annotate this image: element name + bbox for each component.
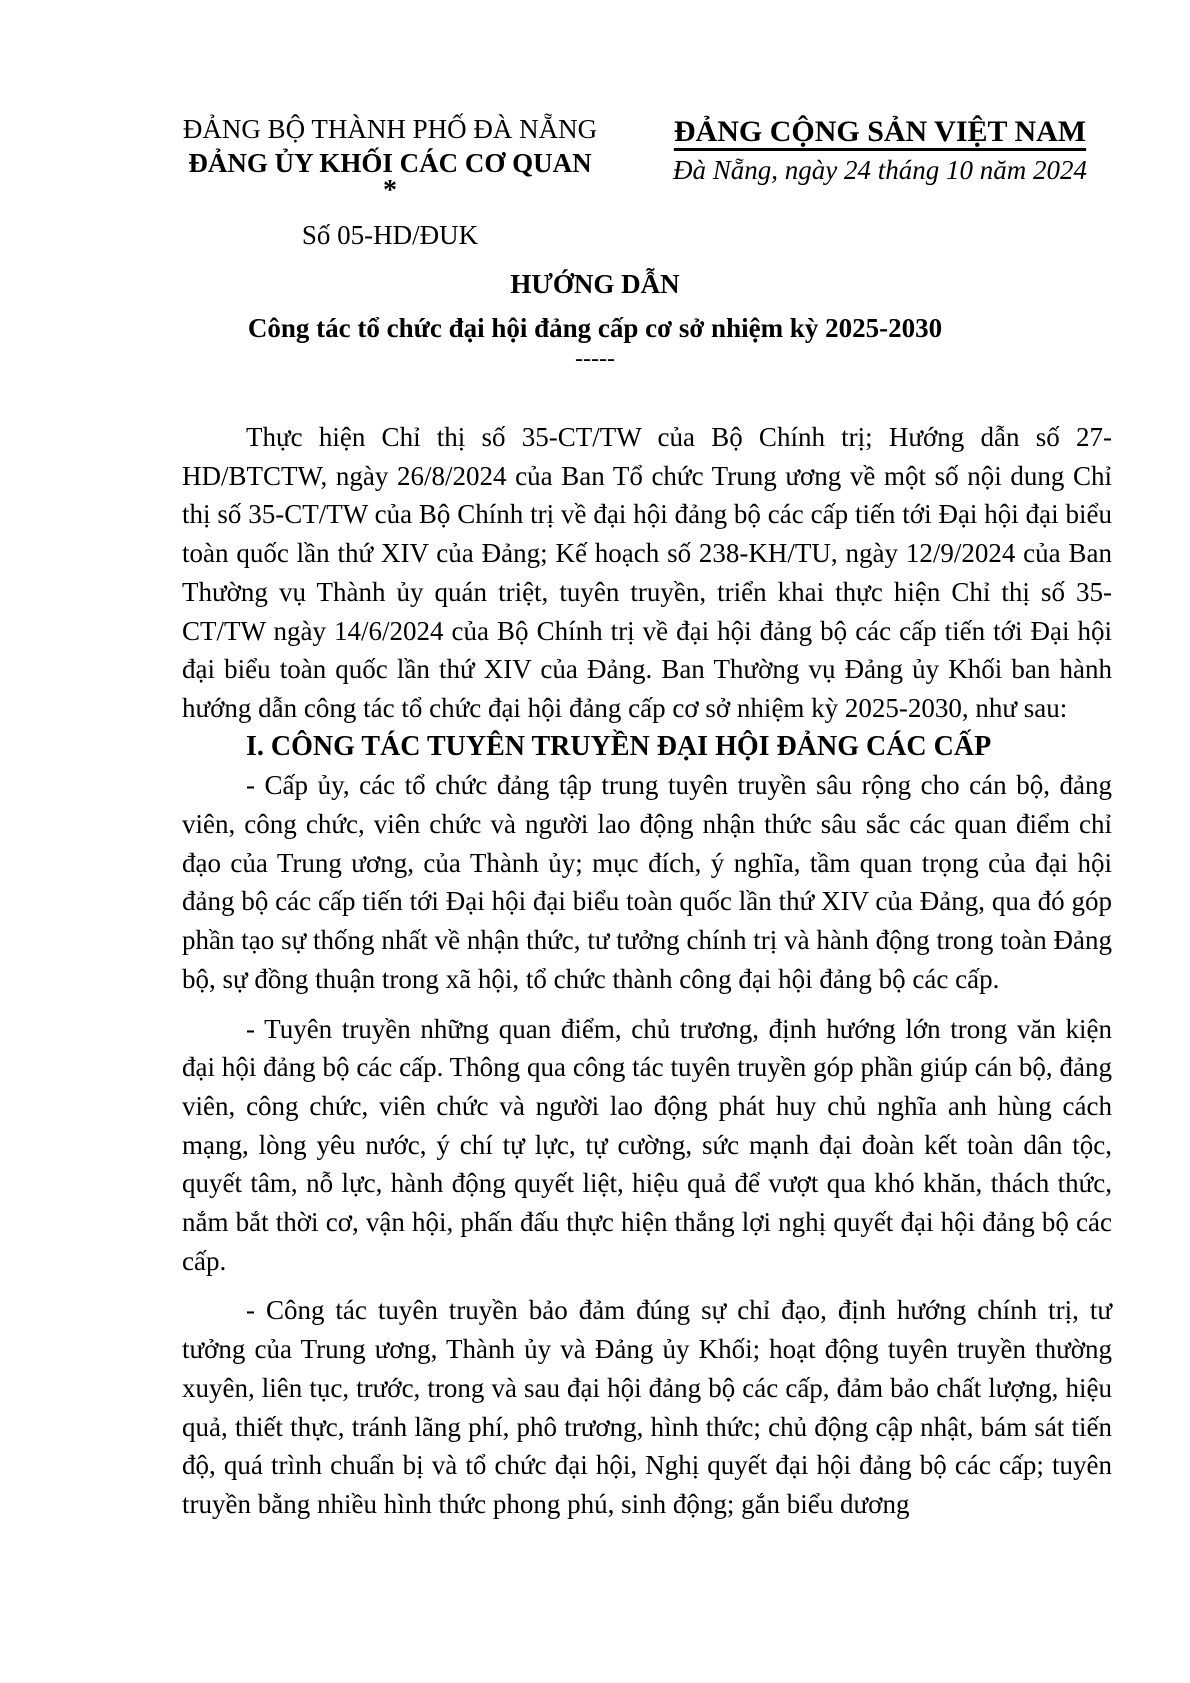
party-name: ĐẢNG CỘNG SẢN VIỆT NAM: [673, 115, 1087, 148]
place-and-date: Đà Nẵng, ngày 24 tháng 10 năm 2024: [673, 155, 1087, 185]
intro-paragraph: Thực hiện Chỉ thị số 35-CT/TW của Bộ Chính trị; Hướng dẫn số 27-HD/BTCTW, ngày 26/8/2024 của Ban Tổ chức Trung ương về một số nội dung Chỉ thị số 35-CT/TW của Bộ Chính trị về đại hội đảng bộ các cấp tiến tới Đại hội đại biểu toàn quốc lần thứ XIV của Đảng; Kế hoạch số 238-KH/TU, ngày 12/9/2024 của Ban Thường vụ Thành ủy quán triệt, tuyên truyền, triển khai thực hiện Chỉ thị số 35-CT/TW ngày 14/6/2024 của Bộ Chính trị về đại hội đảng bộ các cấp tiến tới Đại hội đại biểu toàn quốc lần thứ XIV của Đảng. Ban Thường vụ Đảng ủy Khối ban hành hướng dẫn công tác tổ chức đại hội đảng cấp cơ sở nhiệm kỳ 2025-2030, như sau:: [182, 422, 1112, 723]
parent-organization: ĐẢNG BỘ THÀNH PHỐ ĐÀ NẴNG: [182, 114, 598, 144]
body-paragraph: - Công tác tuyên truyền bảo đảm đúng sự chỉ đạo, định hướng chính trị, tư tưởng của Trung ương, Thành ủy và Đảng ủy Khối; hoạt động tuyên truyền thường xuyên, liên tục, trước, trong và sau đại hội đảng bộ các cấp, đảm bảo chất lượng, hiệu quả, thiết thực, tránh lãng phí, phô trương, hình thức; chủ động cập nhật, bám sát tiến độ, quá trình chuẩn bị và tổ chức đại hội, Nghị quyết đại hội đảng bộ các cấp; tuyên truyền bằng nhiều hình thức phong phú, sinh động; gắn biểu dương: [182, 1295, 1112, 1519]
document-number: Số 05-HD/ĐUK: [301, 220, 479, 250]
party-header-block: [650, 112, 1110, 188]
issuing-organization-block: [170, 112, 610, 252]
star-separator: *: [383, 175, 397, 206]
section-heading: I. CÔNG TÁC TUYÊN TRUYỀN ĐẠI HỘI ĐẢNG CÁC CẤP: [246, 730, 992, 762]
issuing-organization: ĐẢNG ỦY KHỐI CÁC CƠ QUAN: [188, 148, 592, 178]
body-paragraph: - Tuyên truyền những quan điểm, chủ trương, định hướng lớn trong văn kiện đại hội đảng bộ các cấp. Thông qua công tác tuyên truyền góp phần giúp cán bộ, đảng viên, công chức, viên chức và người lao động phát huy chủ nghĩa anh hùng cách mạng, lòng yêu nước, ý chí tự lực, tự cường, sức mạnh đại đoàn kết toàn dân tộc, quyết tâm, nỗ lực, hành động quyết liệt, hiệu quả để vượt qua khó khăn, thách thức, nắm bắt thời cơ, vận hội, phấn đấu thực hiện thắng lợi nghị quyết đại hội đảng bộ các cấp.: [182, 1013, 1112, 1276]
title-separator: -----: [575, 346, 615, 372]
document-type: HƯỚNG DẪN: [510, 269, 680, 299]
document-subject: Công tác tổ chức đại hội đảng cấp cơ sở nhiệm kỳ 2025-2030: [247, 313, 943, 343]
body-paragraph: - Cấp ủy, các tổ chức đảng tập trung tuyên truyền sâu rộng cho cán bộ, đảng viên, công chức, viên chức và người lao động nhận thức sâu sắc các quan điểm chỉ đạo của Trung ương, của Thành ủy; mục đích, ý nghĩa, tầm quan trọng của đại hội đảng bộ các cấp tiến tới Đại hội đại biểu toàn quốc lần thứ XIV của Đảng, qua đó góp phần tạo sự thống nhất về nhận thức, tư tưởng chính trị và hành động trong toàn Đảng bộ, sự đồng thuận trong xã hội, tổ chức thành công đại hội đảng bộ các cấp.: [182, 770, 1112, 994]
document-body: [182, 418, 1112, 1524]
